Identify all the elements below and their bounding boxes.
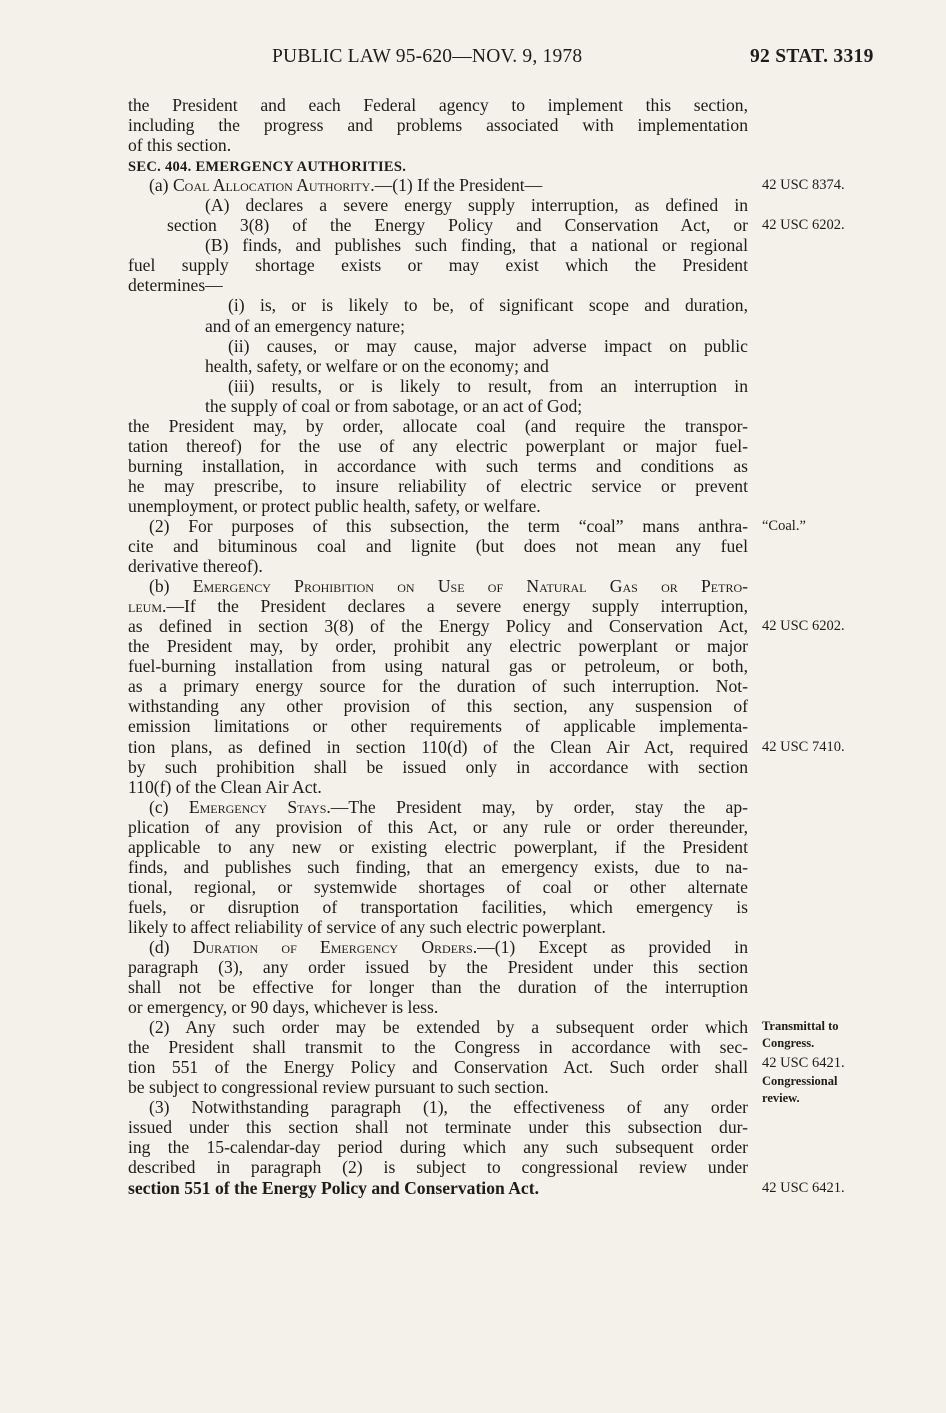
margin-note: 42 USC 6202. <box>762 618 845 635</box>
text-line <box>128 496 748 516</box>
text-line <box>128 636 748 656</box>
text-line <box>128 1117 748 1137</box>
text-line <box>128 1097 748 1117</box>
text-span: ing the 15-calendar-day period during which any such subsequent order <box>128 1137 748 1158</box>
text-span: (d) <box>149 936 193 957</box>
text-span: finds, and publishes such finding, that an emergency exists, due to na- <box>128 856 748 877</box>
text-span: withstanding any other provision of this section, any suspension of <box>128 696 748 717</box>
text-span: tional, regional, or systemwide shortages of coal or other alternate <box>128 876 748 897</box>
text-line <box>128 255 748 275</box>
text-span: the President may, by order, allocate coal (and require the transpor- <box>128 415 748 436</box>
text-span: be subject to congressional review pursuant to such section. <box>128 1077 549 1098</box>
text-line <box>128 195 748 215</box>
text-span: issued under this section shall not terminate under this subsection dur- <box>128 1117 748 1138</box>
margin-note: 42 USC 8374. <box>762 177 845 194</box>
section-heading: SEC. 404. EMERGENCY AUTHORITIES. <box>128 159 407 176</box>
text-span: applicable to any new or existing electric powerplant, if the President <box>128 836 748 857</box>
text-line <box>128 1017 748 1037</box>
text-span: (2) Any such order may be extended by a subsequent order which <box>149 1017 748 1038</box>
text-line <box>128 957 748 977</box>
subsection-caption: Duration of Emergency Orders. <box>192 936 478 957</box>
text-span: the President shall transmit to the Congress in accordance with sec- <box>128 1037 748 1058</box>
text-span: (c) <box>149 796 189 817</box>
text-span: fuels, or disruption of transportation facilities, which emergency is <box>128 896 748 917</box>
text-span: he may prescribe, to insure reliability of electric service or prevent <box>128 475 748 496</box>
text-span: likely to affect reliability of service of any such electric powerplant. <box>128 916 606 937</box>
text-span: or emergency, or 90 days, whichever is less. <box>128 997 439 1018</box>
text-span: as a primary energy source for the duration of such interruption. Not- <box>128 676 748 697</box>
text-span: including the progress and problems associated with implementation <box>128 115 748 136</box>
text-span: derivative thereof). <box>128 556 263 577</box>
text-line <box>128 135 748 155</box>
subsection-caption: leum. <box>128 596 167 617</box>
text-span: of this section. <box>128 135 232 156</box>
text-line <box>128 576 748 596</box>
text-span: (a) <box>149 175 173 196</box>
text-span: fuel supply shortage exists or may exist which the President <box>128 255 748 276</box>
text-line <box>128 877 748 897</box>
text-line <box>128 817 748 837</box>
text-line <box>128 696 748 716</box>
text-line <box>128 1037 748 1057</box>
text-span: emission limitations or other requirements of applicable implementa- <box>128 716 748 737</box>
text-span: as defined in section 3(8) of the Energy Policy and Conservation Act, <box>128 616 748 637</box>
text-span: determines— <box>128 275 223 296</box>
text-line <box>128 396 748 416</box>
text-line <box>128 175 748 195</box>
text-span: —(1) If the President— <box>374 175 543 196</box>
text-line <box>128 1178 748 1198</box>
subsection-caption: Emergency Stays. <box>188 796 331 817</box>
text-line <box>128 757 748 777</box>
text-span: (B) finds, and publishes such finding, that a national or regional <box>205 235 748 256</box>
text-line <box>128 897 748 917</box>
text-line <box>128 857 748 877</box>
text-span: and of an emergency nature; <box>205 315 405 336</box>
text-span: the President and each Federal agency to implement this section, <box>128 95 748 115</box>
text-span: section 551 of the Energy Policy and Conservation Act. <box>128 1177 539 1198</box>
text-line <box>128 215 748 235</box>
text-span: (ii) causes, or may cause, major adverse impact on public <box>228 335 748 356</box>
text-line <box>128 456 748 476</box>
text-span: —(1) Except as provided in <box>477 936 748 957</box>
statute-body-text <box>128 95 748 1198</box>
text-line <box>128 917 748 937</box>
text-span: the supply of coal or from sabotage, or an act of God; <box>205 395 583 416</box>
text-line <box>128 336 748 356</box>
text-line <box>128 1057 748 1077</box>
text-line <box>128 837 748 857</box>
text-line <box>128 937 748 957</box>
text-line <box>128 997 748 1017</box>
text-span: the President may, by order, prohibit any electric powerplant or major <box>128 636 748 657</box>
text-line <box>128 295 748 315</box>
text-line <box>128 797 748 817</box>
text-span: described in paragraph (2) is subject to congressional review under <box>128 1157 748 1178</box>
text-span: (iii) results, or is likely to result, from an interruption in <box>228 375 748 396</box>
text-span: paragraph (3), any order issued by the President under this section <box>128 957 748 978</box>
margin-note: 42 USC 6202. <box>762 217 845 234</box>
text-span: plication of any provision of this Act, or any rule or order thereunder, <box>128 816 748 837</box>
margin-note: review. <box>762 1091 800 1106</box>
text-span: shall not be effective for longer than the duration of the interruption <box>128 977 748 998</box>
statute-page-number: 92 STAT. 3319 <box>750 46 874 67</box>
text-line <box>128 95 748 115</box>
text-span: (b) <box>149 576 193 597</box>
text-span: (i) is, or is likely to be, of significant scope and duration, <box>228 295 748 316</box>
text-span: tion plans, as defined in section 110(d) of the Clean Air Act, required <box>128 736 748 757</box>
text-line <box>128 1137 748 1157</box>
text-span: cite and bituminous coal and lignite (but does not mean any fuel <box>128 536 748 557</box>
text-span: by such prohibition shall be issued only in accordance with section <box>128 756 748 777</box>
text-span: health, safety, or welfare or on the economy; and <box>205 355 549 376</box>
text-line <box>128 1157 748 1177</box>
text-span: fuel-burning installation from using natural gas or petroleum, or both, <box>128 656 748 677</box>
text-span: (3) Notwithstanding paragraph (1), the effectiveness of any order <box>149 1097 748 1118</box>
text-line <box>128 536 748 556</box>
text-span: tation thereof) for the use of any electric powerplant or major fuel- <box>128 435 748 456</box>
text-span: section 3(8) of the Energy Policy and Conservation Act, or <box>167 215 748 236</box>
text-line <box>128 275 748 295</box>
margin-note: Congress. <box>762 1036 815 1051</box>
text-line <box>128 716 748 736</box>
text-span: unemployment, or protect public health, safety, or welfare. <box>128 495 541 516</box>
margin-note: Congressional <box>762 1074 838 1089</box>
text-line <box>128 656 748 676</box>
margin-note: Transmittal to <box>762 1019 839 1034</box>
text-line <box>128 155 748 175</box>
text-line <box>128 556 748 576</box>
text-line <box>128 376 748 396</box>
subsection-caption: Emergency Prohibition on Use of Natural Gas or Petro- <box>192 576 748 597</box>
margin-note: 42 USC 6421. <box>762 1055 845 1072</box>
text-line <box>128 316 748 336</box>
text-line <box>128 676 748 696</box>
page-header <box>0 46 946 72</box>
text-line <box>128 777 748 797</box>
text-line <box>128 977 748 997</box>
text-span: tion 551 of the Energy Policy and Conservation Act. Such order shall <box>128 1057 748 1078</box>
text-line <box>128 596 748 616</box>
text-span: —The President may, by order, stay the ap- <box>330 796 748 817</box>
text-line <box>128 356 748 376</box>
text-line <box>128 1077 748 1097</box>
running-head-title: PUBLIC LAW 95-620—NOV. 9, 1978 <box>272 46 583 67</box>
text-line <box>128 476 748 496</box>
text-line <box>128 115 748 135</box>
margin-note: “Coal.” <box>762 518 806 535</box>
text-span: 110(f) of the Clean Air Act. <box>128 776 322 797</box>
text-line <box>128 616 748 636</box>
margin-note: 42 USC 6421. <box>762 1179 845 1196</box>
text-line <box>128 416 748 436</box>
text-line <box>128 235 748 255</box>
text-span: (2) For purposes of this subsection, the term “coal” mans anthra- <box>149 515 748 536</box>
text-line <box>128 737 748 757</box>
subsection-caption: Coal Allocation Authority. <box>172 175 375 196</box>
text-line <box>128 436 748 456</box>
text-line <box>128 516 748 536</box>
margin-note: 42 USC 7410. <box>762 738 845 755</box>
text-span: burning installation, in accordance with such terms and conditions as <box>128 455 748 476</box>
text-span: (A) declares a severe energy supply interruption, as defined in <box>205 195 748 216</box>
text-span: —If the President declares a severe energy supply interruption, <box>166 596 748 617</box>
